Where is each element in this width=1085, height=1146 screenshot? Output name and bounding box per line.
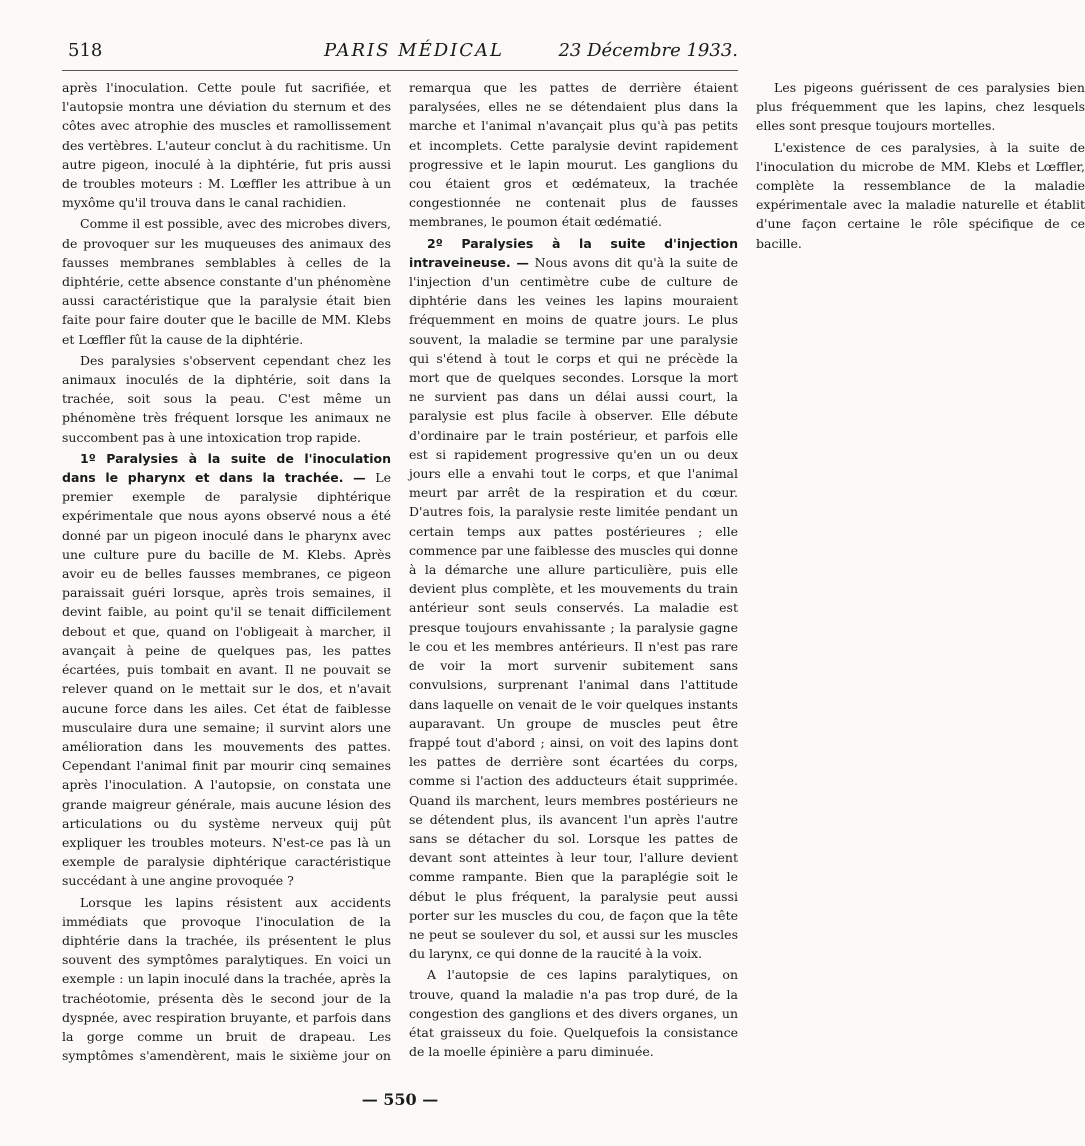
- section-heading: 2º Paralysies à la suite d'injection intraveineuse. —: [409, 235, 738, 270]
- paragraph: Des paralysies s'observent cependant chez les animaux inoculés de la diphtérie, soit dans la trachée, soit sous la peau. C'est même un phénomène très fréquent lorsque les animaux ne succombent pas à une intoxication trop rapide.: [62, 352, 391, 445]
- running-header: [62, 40, 738, 70]
- paragraph-with-heading: [62, 449, 391, 891]
- section-heading: 1º Paralysies à la suite de l'inoculation dans le pharynx et dans la trachée. —: [62, 450, 391, 486]
- issue-date: 23 Décembre 1933.: [558, 40, 738, 61]
- paragraph-with-heading: [409, 234, 738, 964]
- header-rule: [62, 70, 738, 71]
- paragraph: L'existence de ces paralysies, à la suite de l'inoculation du microbe de MM. Klebs et Lœffler, complète la ressemblance de la maladie expérimentale avec la maladie naturelle et établit d'une façon certaine le rôle spécifique de ce bacille.: [756, 139, 1085, 251]
- page-number: 518: [68, 40, 103, 61]
- paragraph: A l'autopsie de ces lapins paralytiques, on trouve, quand la maladie n'a pas trop duré, de la congestion des ganglions et des divers organes, un état graisseux du foie. Quelquefois la consistance de la moelle épinière a paru diminuée.: [409, 967, 738, 1060]
- journal-title: PARIS MÉDICAL: [324, 40, 505, 61]
- paragraph-text: Nous avons dit qu'à la suite de l'injection d'un centimètre cube de culture de diphtérie dans les veines les lapins mouraient fréquemment en moins de quatre jours. Le plus souvent, la maladie se termine par une paralysie qui s'étend à tout le corps et qui ne précède la mort que de quelques secondes. Lorsque la mort ne survient pas dans un délai aussi court, la paralysie est plus facile à observer. Elle débute d'ordinaire par le train postérieur, et parfois elle est si rapidement progressive qu'en un ou deux jours elle a envahi tout le corps, et que l'animal meurt par arrêt de la respiration et du cœur. D'autres fois, la paralysie reste limitée pendant un certain temps aux pattes postérieures ; elle commence par une faiblesse des muscles qui donne à la démarche une allure particulière, puis elle devient plus complète, et les mouvements du train antérieur sont seuls conservés. La maladie est presque toujours envahissante ; la paralysie gagne le cou et les membres antérieurs. Il n'est pas rare de voir la mort survenir subitement sans convulsions, surprenant l'animal dans l'attitude dans laquelle on venait de le voir quelques instants auparavant. Un groupe de muscles peut être frappé tout d'abord ; ainsi, on voit des lapins dont les pattes de derrière sont écartées du corps, comme si l'action des adducteurs était supprimée. Quand ils marchent, leurs membres postérieurs ne se détendent plus, ils avancent l'un après l'autre sans se détacher du sol. Lorsque les pattes de devant sont atteintes à leur tour, l'allure devient comme rampante. Bien que la paraplégie soit le début le plus fréquent, la paralysie peut aussi porter sur les muscles du cou, de façon que la tête ne peut se soulever du sol, et aussi sur les muscles du larynx, ce qui donne de la raucité à la voix.: [409, 254, 738, 962]
- paragraph: Lorsque les lapins résistent aux accidents immédiats que provoque l'inoculation de la diphtérie dans la trachée, ils présentent le plus souvent des symptômes paralytiques. En voici un exemple : un lapin inoculé dans la trachée, après la trachéotomie, présenta dès le second jour de la dyspnée, avec respiration bruyante, et parfois dans la gorge comme un bruit de drapeau. Les symptômes s'amendèrent, mais le sixième jour on remarqua que les pattes de derrière étaient paralysées, elles ne se détendaient plus dans la marche et l'animal n'avançait plus qu'à pas petits et incomplets. Cette paralysie devint rapidement progressive et le lapin mourut. Les ganglions du cou étaient gros et œdémateux, la trachée congestionnée ne contenait plus de fausses membranes, le poumon était œdématié.: [62, 80, 738, 1064]
- paragraph: après l'inoculation. Cette poule fut sacrifiée, et l'autopsie montra une déviation du sternum et des côtes avec atrophie des muscles et ramollissement des vertèbres. L'auteur conclut à du rachitisme. Un autre pigeon, inoculé à la diphtérie, fut pris aussi de troubles moteurs : M. Lœffler les attribue à un myxôme qu'il trouva dans le canal rachidien.: [62, 80, 391, 211]
- paragraph-text: Le premier exemple de paralysie diphtérique expérimentale que nous ayons observé nous a été donné par un pigeon inoculé dans le pharynx avec une culture pure du bacille de M. Klebs. Après avoir eu de belles fausses membranes, ce pigeon paraissait guéri lorsque, après trois semaines, il devint faible, au point qu'il se tenait difficilement debout et que, quand on l'obligeait à marcher, il avançait à peine de quelques pas, les pattes écartées, puis tombait en avant. Il ne pouvait se relever quand on le mettait sur le dos, et n'avait aucune force dans les ailes. Cet état de faiblesse musculaire dura une semaine; il survint alors une amélioration dans les mouvements des pattes. Cependant l'animal finit par mourir cinq semaines après l'inoculation. A l'autopsie, on constata une grande maigreur générale, mais aucune lésion des articulations ou du système nerveux quij pût expliquer les troubles moteurs. N'est-ce pas là un exemple de paralysie diphtérique caractéristique succédant à une angine provoquée ?: [62, 470, 391, 889]
- paragraph: Comme il est possible, avec des microbes divers, de provoquer sur les muqueuses des animaux des fausses membranes semblables à celles de la diphtérie, cette absence constante d'un phénomène aussi caractéristique que la paralysie était bien faite pour faire douter que le bacille de MM. Klebs et Lœffler fût la cause de la diphtérie.: [62, 216, 391, 347]
- folio: — 550 —: [361, 1090, 439, 1109]
- article-body: [62, 78, 1085, 1078]
- paragraph: Les pigeons guérissent de ces paralysies bien plus fréquemment que les lapins, chez lesquels elles sont presque toujours mortelles.: [756, 80, 1085, 134]
